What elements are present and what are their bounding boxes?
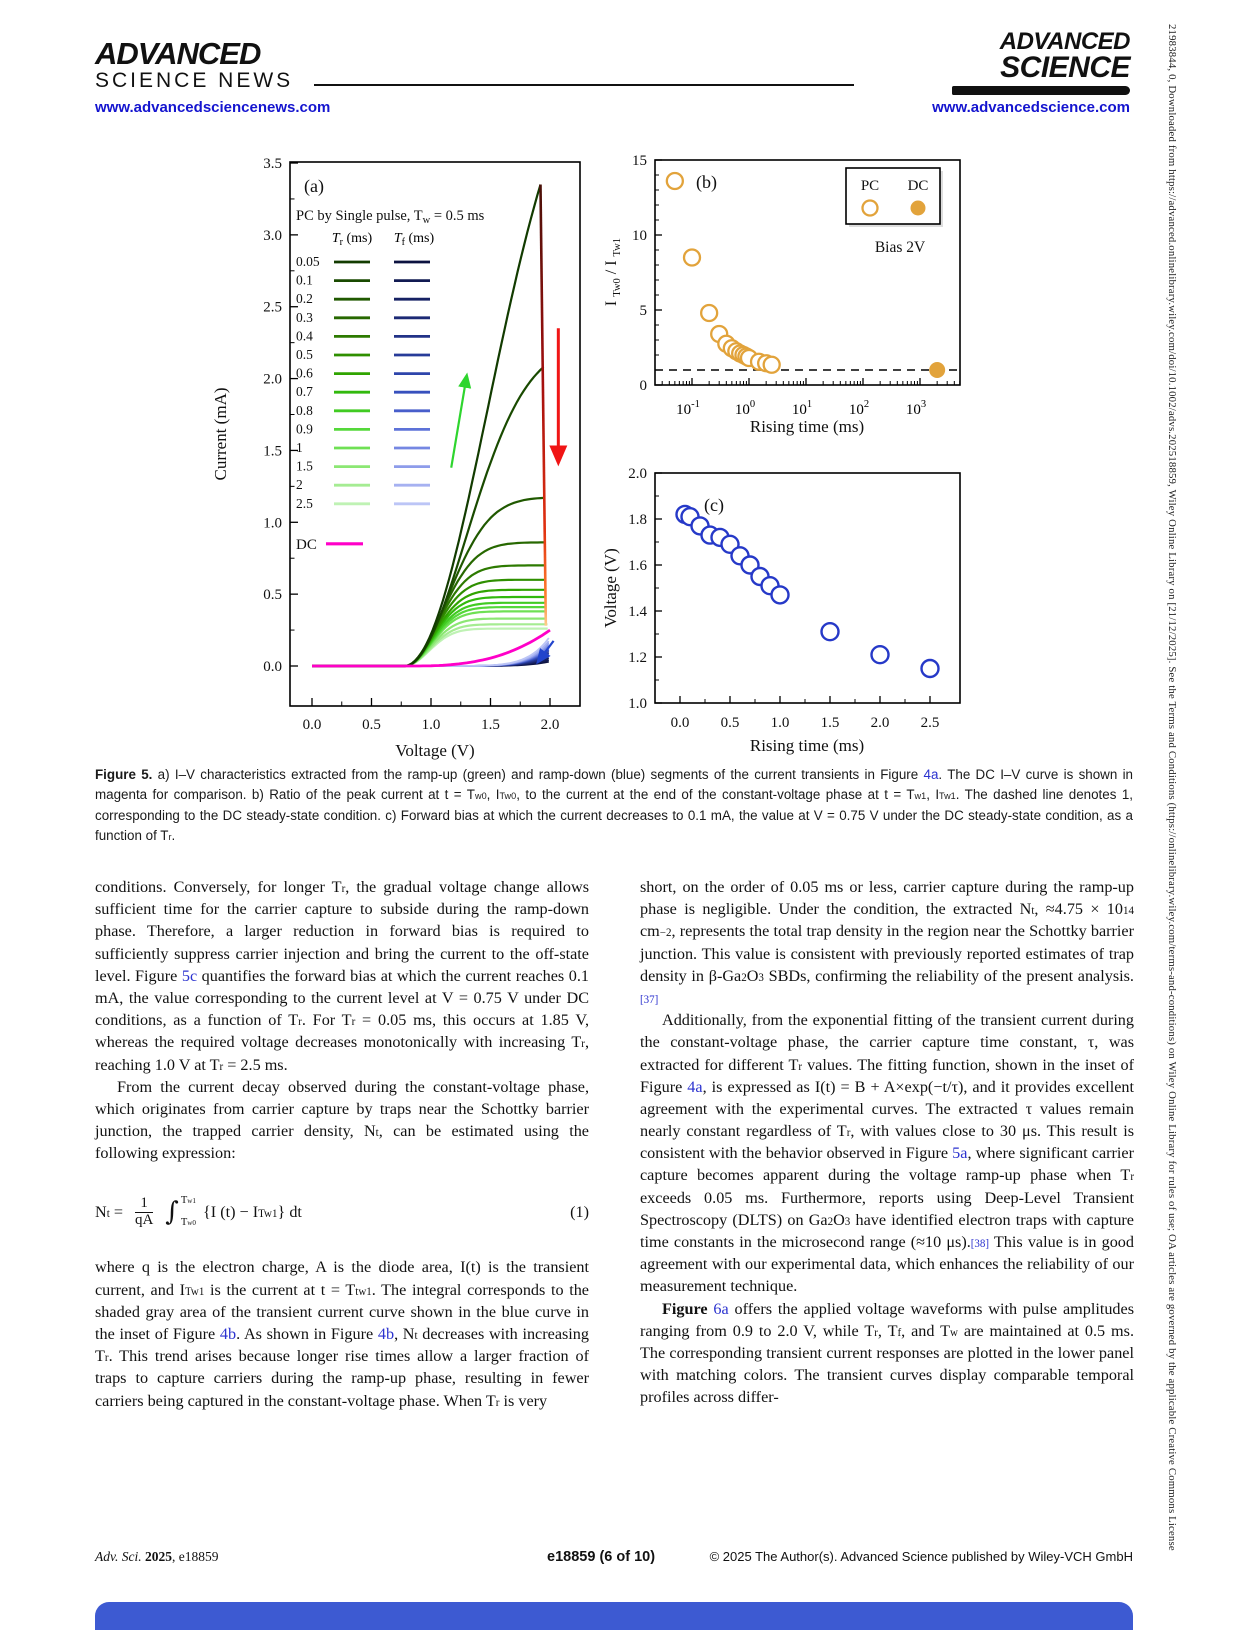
svg-text:1.0: 1.0 [628,696,647,712]
panel-label-b: (b) [696,172,717,192]
figure-ref-link[interactable]: 6a [713,1299,729,1318]
integral-limits [181,1194,196,1230]
header-divider-line [314,84,854,86]
integral-lower-limit: $T_{w0}$ [180,1217,196,1229]
svg-text:0.6: 0.6 [296,365,313,381]
svg-text:0.5: 0.5 [720,715,740,731]
figure5-caption-text: a) I–V characteristics extracted from the ramp-up (green) and ramp-down (blue) segments of the current transients in Figure 4a. The DC I–V curve is shown in magenta for comparison. b) Ratio of the peak current at $t = T_{w0}$, $I_{Tw0}$, to the current at the end of the constant-voltage phase at $t = T_{w1}$, $I_{Tw1}$. The dashed line denotes 1, corresponding to the DC steady-state condition. c) Forward bias at which the current decreases to 0.1 mA, the value at V = 0.75 V under the DC steady-state condition, as a function of $T_r$. [95,767,1133,844]
figure-ref-link[interactable]: 4b [377,1325,395,1343]
figure5-panel-a-iv-chart [200,140,600,775]
svg-text:2.0: 2.0 [628,466,647,482]
download-license-sidebar-text: 21983844, 0, Downloaded from https://advanced.onlinelibrary.wiley.com/doi/10.1002/advs.202518859, Wiley Online Library on [21/12/2025]. See the Terms and Conditions (https://onlinelibrary.wiley.com/terms-and-conditions) on Wiley Online Library for rules of use; OA articles are governed by the applicable Creative Commons License [1166,24,1178,1551]
iv-curves-ramp-up [312,185,548,666]
figure-ref-link[interactable]: 5a [952,1144,968,1163]
svg-text:2.5: 2.5 [263,299,282,316]
figure-ref-link[interactable]: [37] [640,993,659,1006]
svg-text:0.7: 0.7 [296,384,313,400]
x-axis [303,698,560,733]
paragraph: where q is the electron charge, A is the diode area, I(t) is the transient current, and $I_{Tw1}$ is the current at $t = T_{tw1}$. The integral corresponds to the shaded gray area of the transient current curve shown in the blue curve in the inset of Figure 4b. As shown in Figure 4b, $N_t$ decreases with increasing $T_r$. This trend arises because longer rise times allow a larger fraction of traps to capture carriers during the ramp-up phase, resulting in fewer carriers being captured in the constant-voltage phase. When $T_r$ is very [95,1258,589,1410]
legend-box [846,168,943,227]
footer-article-id: , e18859 [171,1549,219,1564]
svg-text:2.0: 2.0 [540,717,560,733]
svg-text:0: 0 [639,378,647,394]
svg-text:2: 2 [296,477,303,493]
figure-ref-link[interactable]: 4a [923,767,939,782]
svg-text:1: 1 [296,440,303,455]
page-footer [95,1549,1133,1565]
svg-text:3.0: 3.0 [263,227,282,244]
scatter-point-dc [929,362,945,378]
svg-text:10: 10 [632,228,647,244]
advancedsciencenews-url-link[interactable]: www.advancedsciencenews.com [95,99,331,116]
logo-line-science-news: SCIENCE NEWS [95,69,294,92]
svg-text:1.8: 1.8 [628,512,647,528]
legend-rows [296,254,430,553]
svg-text:0.5: 0.5 [263,587,282,604]
x-axis-label: Rising time (ms) [749,417,865,436]
logo-underline-bar [952,86,1130,95]
scatter-points-pc [667,173,780,373]
legend-title: PC by Single pulse, $T_w = 0.5$ ms [296,208,485,226]
svg-text:Tr (ms): $T_r$ (ms) [331,231,373,248]
svg-text:1.0: 1.0 [263,515,282,532]
x-axis-label: Voltage (V) [395,741,475,760]
integral-symbol: ∫ [165,1197,179,1228]
footer-page-number: e18859 (6 of 10) [547,1549,656,1565]
svg-text:2.0: 2.0 [263,371,282,388]
panel-label-c: (c) [704,495,724,515]
svg-text:1.2: 1.2 [628,650,647,666]
svg-text:2.5: 2.5 [920,715,940,731]
paragraph: short, on the order of 0.05 ms or less, carrier capture during the ramp-up phase is negligible. Under the condition, the extracted $N_t$, $\approx 4.75 \times 10^{14}$ $cm^{-2}$, represents the total trap density in the region near the Schottky barrier junction. This value is consistent with previously reported estimates of trap density in $\beta-Ga_2O_3$ SBDs, confirming the reliability of the present analysis.[37] [640,878,1134,1006]
svg-text:2.5: 2.5 [296,495,313,511]
body-column-right [640,876,1134,1409]
ramp-down-drop-line [540,185,545,626]
svg-text:2.0: 2.0 [870,715,890,731]
figure-ref-link[interactable]: [38] [970,1238,990,1250]
svg-text:1.5: 1.5 [296,458,313,474]
svg-text:0.9: 0.9 [296,421,313,437]
advanced-science-news-logo [95,38,293,92]
footer-year: 2025 [144,1549,172,1564]
next-page-banner-edge [95,1602,1133,1630]
figure5-caption-label: Figure 5. [95,767,153,782]
bias-annotation: Bias 2V [874,239,926,256]
paragraph: conditions. Conversely, for longer $T_r$, the gradual voltage change allows sufficient time for the carrier capture to subside during the ramp-down phase. Therefore, a larger reduction in forward bias is required to sufficiently suppress carrier injection and bring the current to the off-state level. Figure 5c quantifies the forward bias at which the current reaches 0.1 mA, the value corresponding to the current level at V = 0.75 V under DC conditions, as a function of $T_r$. For $T_r = 0.05$ ms, this occurs at 1.85 V, whereas the required voltage decreases monotonically with increasing $T_r$, reaching 1.0 V at $T_r = 2.5$ ms. [95,878,590,1074]
svg-text:102: $10^2$ [848,399,870,418]
svg-text:0.1: 0.1 [296,272,313,288]
svg-text:0.8: 0.8 [296,402,313,418]
footer-copyright: © 2025 The Author(s). Advanced Science published by Wiley-VCH GmbH [709,1549,1133,1564]
svg-text:1.6: 1.6 [628,558,647,574]
equation-body [95,1194,302,1230]
legend-dc-label: DC [296,536,317,553]
fraction-numerator: 1 [135,1196,153,1213]
logo-line-advanced: ADVANCED [95,36,261,71]
panel-label-a: (a) [304,176,324,196]
x-axis-label: Rising time (ms) [749,736,865,755]
svg-text:PC: PC [860,178,880,194]
paragraph: Additionally, from the exponential fitting of the transient current during the constant-voltage phase, the carrier capture time constant, τ, was extracted for different $T_r$ values. The fitting function, shown in the inset of Figure 4a, is expressed as I(t) = B + A×exp(−t/τ), and it provides excellent agreement with the experimental curves. The extracted τ values remain nearly constant regardless of $T_r$, with values close to 30 μs. This result is consistent with the behavior observed in Figure 5a, where significant carrier capture becomes apparent during the voltage ramp-up phase when $T_r$ exceeds 0.05 ms. Furthermore, reports using Deep-Level Transient Spectroscopy (DLTS) on $Ga_2O_3$ have identified electron traps with capture time constants in the microsecond range (≈10 μs).[38] This value is in good agreement with our experimental data, which enhances the reliability of our measurement technique. [640,1011,1135,1296]
x-axis [671,696,940,731]
body-column-left [95,876,589,1412]
svg-text:0.2: 0.2 [296,291,313,307]
fraction-denominator: qA [134,1211,154,1228]
logo-line-science: SCIENCE [1000,51,1130,84]
advancedscience-url-link[interactable]: www.advancedscience.com [932,99,1130,116]
svg-text:1.5: 1.5 [263,443,282,460]
footer-citation [95,1549,218,1565]
equation-fraction [130,1196,158,1229]
y-axis-label: I $_{Tw0}$ / I $_{Tw1}$ [603,237,623,307]
svg-text:100: $10^0$ [734,399,756,418]
svg-text:103: $10^3$ [905,399,927,418]
logo-line-advanced-right: ADVANCED [999,28,1130,55]
svg-text:0.3: 0.3 [296,309,313,325]
svg-text:0.0: 0.0 [670,715,690,731]
svg-text:0.0: 0.0 [263,659,282,675]
equation-integrand: {I $(t) - I_{Tw1}$} dt [202,1203,302,1222]
x-axis [662,378,960,418]
svg-text:1.5: 1.5 [820,715,840,731]
panel-b-plot [603,153,960,436]
svg-text:DC: DC [907,178,929,194]
equation-1 [95,1194,589,1230]
figure-ref-link[interactable]: 4a [687,1077,703,1096]
panel-c-plot [601,466,960,755]
panel-a-plot [211,156,580,760]
svg-text:1.0: 1.0 [770,715,790,731]
y-axis [628,466,662,712]
svg-text:10-1: $10^{-1}$ [676,399,700,418]
integral-upper-limit: $T_{w1}$ [180,1195,196,1207]
paragraph: Figure 6a offers the applied voltage waveforms with pulse amplitudes ranging from 0.9 to 2.0 V, while $T_r$, $T_f$, and $T_w$ are maintained at 0.5 ms. The corresponding transient current responses are plotted in the lower panel with matching colors. The transient curves display comparable temporal profiles across differ- [640,1299,1134,1407]
equation-lhs: $N_t$ = [95,1203,123,1222]
svg-text:0.4: 0.4 [296,328,313,344]
figure5-panel-c-voltage-chart [600,455,1030,785]
svg-text:0.5: 0.5 [296,347,313,362]
svg-text:5: 5 [639,303,647,319]
figure-ref-link[interactable]: 4b [219,1325,237,1343]
svg-text:0.05: 0.05 [296,254,320,269]
svg-text:3.5: 3.5 [263,156,282,173]
svg-text:15: 15 [632,153,647,169]
equation-number: (1) [570,1203,589,1222]
integral [165,1194,196,1230]
y-axis-label: Voltage (V) [601,548,620,628]
y-axis-label: Current (mA) [211,387,230,481]
figure5-caption [95,765,1133,847]
svg-text:0.0: 0.0 [302,717,322,733]
advanced-science-logo [952,30,1130,95]
svg-text:1.0: 1.0 [421,717,441,733]
y-axis [632,153,662,394]
svg-text:1.4: 1.4 [628,604,647,620]
y-axis [263,156,298,675]
paragraph: From the current decay observed during the constant-voltage phase, which originates from carrier capture by traps near the Schottky barrier junction, the trapped carrier density, $N_t$, can be estimated using the following expression: [95,1077,589,1163]
svg-text:1.5: 1.5 [481,717,500,733]
figure5-panel-b-ratio-chart [600,140,1030,470]
scatter-points [677,506,939,677]
svg-text:Tf (ms): $T_f$ (ms) [393,231,435,248]
svg-text:101: $10^1$ [791,399,813,418]
footer-journal-name: Adv. Sci. [95,1549,142,1564]
figure-ref-link[interactable]: 5c [181,966,198,985]
ramp-up-direction-arrow [451,376,466,468]
svg-text:0.5: 0.5 [362,717,381,733]
